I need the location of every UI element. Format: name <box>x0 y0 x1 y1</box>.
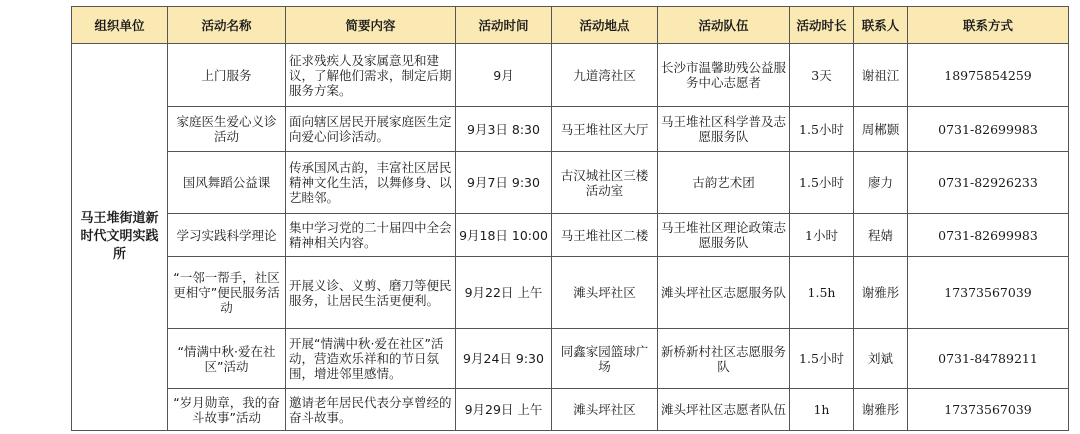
activity-place: 马王堆社区大厅 <box>552 107 658 152</box>
activity-table <box>71 6 1069 431</box>
activity-phone: 17373567039 <box>908 389 1069 431</box>
activity-duration: 1.5小时 <box>790 107 854 152</box>
activity-duration: 1.5小时 <box>790 152 854 214</box>
table-row <box>72 329 1069 389</box>
activity-duration: 1h <box>790 389 854 431</box>
activity-team: 马王堆社区理论政策志愿服务队 <box>658 214 790 257</box>
activity-team: 滩头坪社区志愿服务队 <box>658 257 790 329</box>
activity-phone: 18975854259 <box>908 44 1069 107</box>
organization-cell: 马王堆街道新时代文明实践所 <box>72 44 168 431</box>
activity-contact: 谢雅彤 <box>854 257 908 329</box>
activity-name: 家庭医生爱心义诊活动 <box>168 107 286 152</box>
activity-phone: 0731-82699983 <box>908 214 1069 257</box>
activity-place: 滩头坪社区 <box>552 257 658 329</box>
activity-place: 滩头坪社区 <box>552 389 658 431</box>
header-name: 活动名称 <box>168 7 286 44</box>
header-content: 简要内容 <box>286 7 456 44</box>
activity-place: 马王堆社区二楼 <box>552 214 658 257</box>
activity-contact: 程婧 <box>854 214 908 257</box>
activity-contact: 谢雅彤 <box>854 389 908 431</box>
activity-content: 传承国风古韵，丰富社区居民精神文化生活，以舞修身、以艺睦邻。 <box>286 152 456 214</box>
header-team: 活动队伍 <box>658 7 790 44</box>
header-phone: 联系方式 <box>908 7 1069 44</box>
activity-team: 滩头坪社区志愿者队伍 <box>658 389 790 431</box>
activity-team: 新桥新村社区志愿服务队 <box>658 329 790 389</box>
activity-time: 9月24日 9:30 <box>456 329 552 389</box>
activity-content: 集中学习党的二十届四中全会精神相关内容。 <box>286 214 456 257</box>
activity-duration: 3天 <box>790 44 854 107</box>
activity-content: 开展义诊、义剪、磨刀等便民服务，让居民生活更便利。 <box>286 257 456 329</box>
activity-contact: 谢祖江 <box>854 44 908 107</box>
activity-content: 邀请老年居民代表分享曾经的奋斗故事。 <box>286 389 456 431</box>
table-row <box>72 214 1069 257</box>
table-row <box>72 257 1069 329</box>
activity-place: 同鑫家园篮球广场 <box>552 329 658 389</box>
activity-team: 马王堆社区科学普及志愿服务队 <box>658 107 790 152</box>
activity-time: 9月22日 上午 <box>456 257 552 329</box>
header-time: 活动时间 <box>456 7 552 44</box>
table-row <box>72 107 1069 152</box>
activity-phone: 0731-84789211 <box>908 329 1069 389</box>
activity-contact: 刘斌 <box>854 329 908 389</box>
header-row <box>72 7 1069 44</box>
activity-time: 9月29日 上午 <box>456 389 552 431</box>
table-row <box>72 44 1069 107</box>
header-duration: 活动时长 <box>790 7 854 44</box>
activity-name: 学习实践科学理论 <box>168 214 286 257</box>
activity-time: 9月 <box>456 44 552 107</box>
activity-content: 开展“情满中秋·爱在社区”活动，营造欢乐祥和的节日氛围，增进邻里感情。 <box>286 329 456 389</box>
activity-duration: 1小时 <box>790 214 854 257</box>
table-row <box>72 152 1069 214</box>
activity-phone: 0731-82926233 <box>908 152 1069 214</box>
activity-name: “一邻一帮手，社区更相守”便民服务活动 <box>168 257 286 329</box>
activity-time: 9月7日 9:30 <box>456 152 552 214</box>
header-place: 活动地点 <box>552 7 658 44</box>
activity-name: 国风舞蹈公益课 <box>168 152 286 214</box>
activity-content: 面向辖区居民开展家庭医生定向爱心问诊活动。 <box>286 107 456 152</box>
activity-phone: 17373567039 <box>908 257 1069 329</box>
activity-name: 上门服务 <box>168 44 286 107</box>
activity-duration: 1.5h <box>790 257 854 329</box>
activity-time: 9月18日 10:00 <box>456 214 552 257</box>
activity-place: 古汉城社区三楼活动室 <box>552 152 658 214</box>
header-org: 组织单位 <box>72 7 168 44</box>
activity-contact: 周郴颢 <box>854 107 908 152</box>
activity-name: “情满中秋·爱在社区”活动 <box>168 329 286 389</box>
activity-content: 征求残疾人及家属意见和建议，了解他们需求，制定后期服务方案。 <box>286 44 456 107</box>
activity-name: “岁月勋章，我的奋斗故事”活动 <box>168 389 286 431</box>
activity-phone: 0731-82699983 <box>908 107 1069 152</box>
activity-team: 古韵艺术团 <box>658 152 790 214</box>
activity-time: 9月3日 8:30 <box>456 107 552 152</box>
header-contact: 联系人 <box>854 7 908 44</box>
table-row <box>72 389 1069 431</box>
activity-contact: 廖力 <box>854 152 908 214</box>
activity-place: 九道湾社区 <box>552 44 658 107</box>
activity-duration: 1.5小时 <box>790 329 854 389</box>
activity-team: 长沙市温馨助残公益服务中心志愿者 <box>658 44 790 107</box>
